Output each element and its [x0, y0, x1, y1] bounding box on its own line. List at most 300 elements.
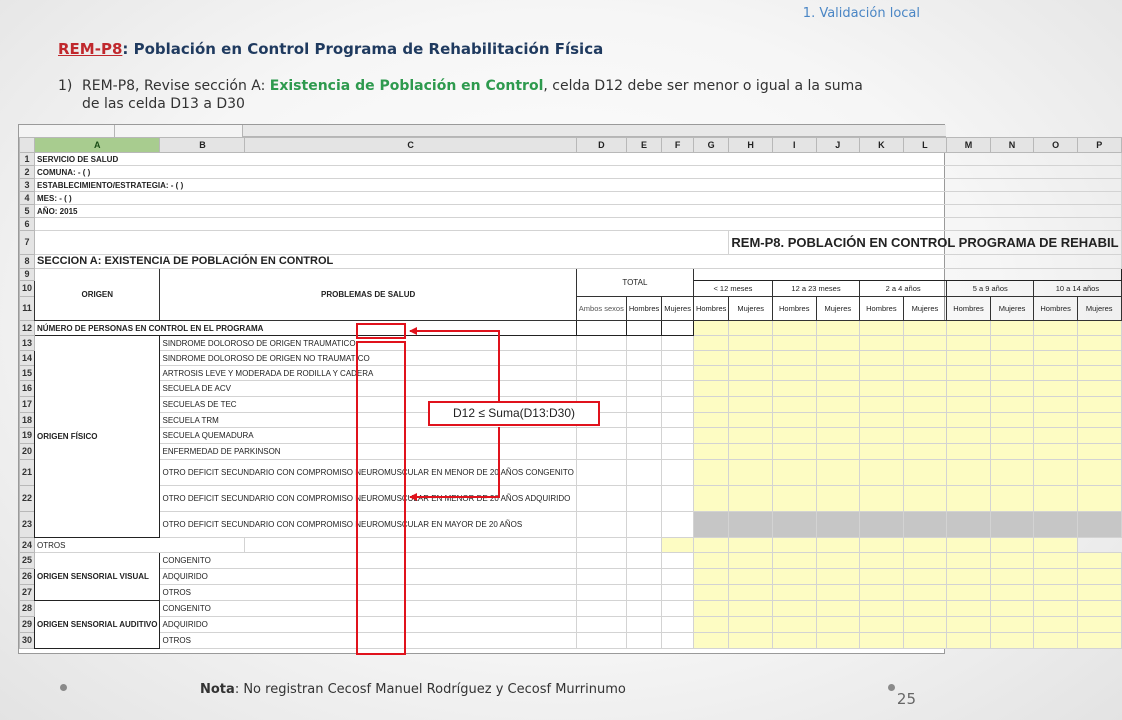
problem-cell[interactable]: OTRO DEFICIT SECUNDARIO CON COMPROMISO NEUROMUSCULAR EN MAYOR DE 20 AÑOS [160, 512, 576, 538]
header-mujeres[interactable]: Mujeres [990, 297, 1034, 321]
header-age-4[interactable]: 5 a 9 años [947, 281, 1034, 297]
data-cell[interactable] [903, 381, 947, 397]
data-cell[interactable] [729, 444, 773, 460]
data-cell[interactable] [576, 336, 626, 351]
data-cell[interactable] [1034, 336, 1078, 351]
data-cell[interactable] [816, 553, 860, 569]
row-number[interactable]: 13 [20, 336, 35, 351]
data-cell[interactable] [626, 633, 661, 649]
data-cell[interactable] [947, 397, 991, 413]
data-cell[interactable] [729, 413, 773, 428]
data-cell[interactable] [990, 538, 1034, 553]
data-cell[interactable] [1034, 538, 1078, 553]
data-cell[interactable] [772, 633, 816, 649]
data-cell[interactable] [1077, 351, 1121, 366]
row-number[interactable]: 20 [20, 444, 35, 460]
problem-cell[interactable]: SINDROME DOLOROSO DE ORIGEN TRAUMATICO [160, 336, 576, 351]
header-origen[interactable]: ORIGEN [35, 269, 160, 321]
data-cell[interactable] [1034, 428, 1078, 444]
header-age-5[interactable]: 10 a 14 años [1034, 281, 1121, 297]
data-cell[interactable] [860, 460, 904, 486]
data-cell[interactable] [626, 538, 661, 553]
data-cell[interactable] [947, 553, 991, 569]
data-cell[interactable] [903, 366, 947, 381]
problem-cell[interactable]: SECUELA DE ACV [160, 381, 576, 397]
info-establecimiento[interactable]: ESTABLECIMIENTO/ESTRATEGIA: - ( ) [35, 179, 1122, 192]
cell-d12[interactable] [576, 321, 626, 336]
header-mujeres[interactable]: Mujeres [903, 297, 947, 321]
problem-cell[interactable]: OTRO DEFICIT SECUNDARIO CON COMPROMISO NEUROMUSCULAR EN MENOR DE 20 AÑOS CONGENITO [160, 460, 576, 486]
row-number[interactable]: 15 [20, 366, 35, 381]
data-cell[interactable] [860, 601, 904, 617]
data-cell[interactable] [860, 366, 904, 381]
data-cell[interactable] [903, 413, 947, 428]
data-cell[interactable] [903, 460, 947, 486]
data-cell[interactable] [816, 321, 860, 336]
data-cell[interactable] [1034, 633, 1078, 649]
data-cell[interactable] [772, 428, 816, 444]
data-cell[interactable] [990, 460, 1034, 486]
data-cell[interactable] [662, 397, 694, 413]
data-cell[interactable] [990, 321, 1034, 336]
data-cell[interactable] [662, 381, 694, 397]
data-cell[interactable] [816, 366, 860, 381]
header-mujeres[interactable]: Mujeres [662, 297, 694, 321]
data-cell[interactable] [729, 397, 773, 413]
data-cell[interactable] [947, 336, 991, 351]
data-cell[interactable] [1034, 569, 1078, 585]
data-cell[interactable] [1034, 397, 1078, 413]
info-service[interactable]: SERVICIO DE SALUD [35, 153, 1122, 166]
data-cell[interactable] [772, 413, 816, 428]
column-header-o[interactable]: O [1034, 138, 1078, 153]
data-cell[interactable] [816, 460, 860, 486]
data-cell[interactable] [903, 585, 947, 601]
header-age-band[interactable] [693, 269, 1121, 281]
info-comuna[interactable]: COMUNA: - ( ) [35, 166, 1122, 179]
data-cell[interactable] [626, 336, 661, 351]
data-cell[interactable] [693, 512, 728, 538]
data-cell[interactable] [860, 585, 904, 601]
column-header-l[interactable]: L [903, 138, 947, 153]
data-cell[interactable] [1077, 585, 1121, 601]
data-cell[interactable] [662, 601, 694, 617]
data-cell[interactable] [693, 553, 728, 569]
data-cell[interactable] [816, 601, 860, 617]
select-all-corner[interactable] [20, 138, 35, 153]
data-cell[interactable] [947, 512, 991, 538]
data-cell[interactable] [576, 585, 626, 601]
data-cell[interactable] [816, 512, 860, 538]
data-cell[interactable] [1077, 413, 1121, 428]
data-cell[interactable] [662, 351, 694, 366]
data-cell[interactable] [1077, 601, 1121, 617]
data-cell[interactable] [1034, 366, 1078, 381]
data-cell[interactable] [772, 381, 816, 397]
problem-cell[interactable]: SECUELAS DE TEC [160, 397, 576, 413]
data-cell[interactable] [729, 617, 773, 633]
data-cell[interactable] [693, 321, 728, 336]
data-cell[interactable] [772, 397, 816, 413]
data-cell[interactable] [1077, 321, 1121, 336]
data-cell[interactable] [947, 601, 991, 617]
data-cell[interactable] [860, 351, 904, 366]
data-cell[interactable] [662, 321, 694, 336]
data-cell[interactable] [729, 553, 773, 569]
problem-cell[interactable]: CONGENITO [160, 553, 576, 569]
data-cell[interactable] [1077, 569, 1121, 585]
data-cell[interactable] [1077, 486, 1121, 512]
data-cell[interactable] [990, 633, 1034, 649]
data-cell[interactable] [772, 569, 816, 585]
data-cell[interactable] [903, 321, 947, 336]
data-cell[interactable] [860, 512, 904, 538]
row-number[interactable]: 24 [20, 538, 35, 553]
data-cell[interactable] [772, 538, 816, 553]
row-number[interactable]: 14 [20, 351, 35, 366]
problem-cell[interactable]: SECUELA QUEMADURA [160, 428, 576, 444]
data-cell[interactable] [1034, 585, 1078, 601]
column-header-g[interactable]: G [693, 138, 728, 153]
data-cell[interactable] [1034, 413, 1078, 428]
data-cell[interactable] [860, 617, 904, 633]
data-cell[interactable] [990, 381, 1034, 397]
data-cell[interactable] [576, 553, 626, 569]
data-cell[interactable] [1077, 381, 1121, 397]
data-cell[interactable] [576, 351, 626, 366]
data-cell[interactable] [245, 538, 576, 553]
problem-cell[interactable]: SINDROME DOLOROSO DE ORIGEN NO TRAUMATICO [160, 351, 576, 366]
data-cell[interactable] [729, 336, 773, 351]
row-number[interactable]: 17 [20, 397, 35, 413]
sheet-tab[interactable] [115, 125, 243, 137]
data-cell[interactable] [576, 444, 626, 460]
data-cell[interactable] [626, 512, 661, 538]
data-cell[interactable] [576, 512, 626, 538]
data-cell[interactable] [816, 397, 860, 413]
data-cell[interactable] [576, 617, 626, 633]
data-cell[interactable] [816, 413, 860, 428]
data-cell[interactable] [662, 617, 694, 633]
data-cell[interactable] [693, 617, 728, 633]
data-cell[interactable] [729, 366, 773, 381]
data-cell[interactable] [772, 321, 816, 336]
row-number[interactable]: 27 [20, 585, 35, 601]
data-cell[interactable] [816, 633, 860, 649]
data-cell[interactable] [772, 444, 816, 460]
column-header-c[interactable]: C [245, 138, 576, 153]
header-problemas[interactable]: PROBLEMAS DE SALUD [160, 269, 576, 321]
data-cell[interactable] [772, 585, 816, 601]
column-header-m[interactable]: M [947, 138, 991, 153]
data-cell[interactable] [729, 569, 773, 585]
data-cell[interactable] [626, 366, 661, 381]
data-cell[interactable] [626, 553, 661, 569]
data-cell[interactable] [816, 569, 860, 585]
header-mujeres[interactable]: Mujeres [816, 297, 860, 321]
header-hombres[interactable]: Hombres [626, 297, 661, 321]
data-cell[interactable] [947, 413, 991, 428]
data-cell[interactable] [816, 381, 860, 397]
row-number[interactable]: 29 [20, 617, 35, 633]
data-cell[interactable] [626, 601, 661, 617]
data-cell[interactable] [1077, 336, 1121, 351]
row-number[interactable]: 22 [20, 486, 35, 512]
row-number[interactable]: 21 [20, 460, 35, 486]
data-cell[interactable] [990, 351, 1034, 366]
data-cell[interactable] [626, 321, 661, 336]
data-cell[interactable] [1077, 460, 1121, 486]
data-cell[interactable] [947, 585, 991, 601]
data-cell[interactable] [1034, 444, 1078, 460]
problem-cell[interactable]: ARTROSIS LEVE Y MODERADA DE RODILLA Y CADERA [160, 366, 576, 381]
data-cell[interactable] [729, 512, 773, 538]
data-cell[interactable] [947, 617, 991, 633]
data-cell[interactable] [729, 351, 773, 366]
row-number[interactable]: 9 [20, 269, 35, 281]
data-cell[interactable] [1034, 381, 1078, 397]
data-cell[interactable] [693, 428, 728, 444]
row-number[interactable]: 2 [20, 166, 35, 179]
data-cell[interactable] [576, 538, 626, 553]
info-mes[interactable]: MES: - ( ) [35, 192, 1122, 205]
data-cell[interactable] [729, 460, 773, 486]
row-number[interactable]: 18 [20, 413, 35, 428]
data-cell[interactable] [860, 413, 904, 428]
data-cell[interactable] [990, 336, 1034, 351]
data-cell[interactable] [860, 486, 904, 512]
row-number[interactable]: 6 [20, 218, 35, 231]
data-cell[interactable] [693, 336, 728, 351]
row-number[interactable]: 19 [20, 428, 35, 444]
data-cell[interactable] [662, 428, 694, 444]
data-cell[interactable] [947, 381, 991, 397]
data-cell[interactable] [772, 336, 816, 351]
data-cell[interactable] [693, 486, 728, 512]
data-cell[interactable] [626, 381, 661, 397]
problem-cell[interactable]: CONGENITO [160, 601, 576, 617]
data-cell[interactable] [860, 633, 904, 649]
row-number[interactable]: 1 [20, 153, 35, 166]
data-cell[interactable] [772, 366, 816, 381]
row-number[interactable]: 4 [20, 192, 35, 205]
data-cell[interactable] [947, 633, 991, 649]
data-cell[interactable] [816, 351, 860, 366]
data-cell[interactable] [990, 366, 1034, 381]
data-cell[interactable] [990, 617, 1034, 633]
data-cell[interactable] [626, 413, 661, 428]
problem-cell[interactable]: SECUELA TRM [160, 413, 576, 428]
data-cell[interactable] [662, 512, 694, 538]
row-number[interactable]: 26 [20, 569, 35, 585]
data-cell[interactable] [1077, 512, 1121, 538]
data-cell[interactable] [816, 336, 860, 351]
data-cell[interactable] [626, 617, 661, 633]
data-cell[interactable] [903, 617, 947, 633]
row-number[interactable]: 5 [20, 205, 35, 218]
column-header-i[interactable]: I [772, 138, 816, 153]
row-number[interactable]: 16 [20, 381, 35, 397]
data-cell[interactable] [990, 486, 1034, 512]
data-cell[interactable] [1077, 366, 1121, 381]
data-cell[interactable] [947, 321, 991, 336]
data-cell[interactable] [990, 601, 1034, 617]
data-cell[interactable] [947, 428, 991, 444]
data-cell[interactable] [772, 553, 816, 569]
data-cell[interactable] [626, 428, 661, 444]
blank-row[interactable] [35, 218, 1122, 231]
row-number[interactable]: 23 [20, 512, 35, 538]
header-ambos-sexos[interactable]: Ambos sexos [576, 297, 626, 321]
column-header-b[interactable]: B [160, 138, 245, 153]
data-cell[interactable] [662, 585, 694, 601]
column-header-h[interactable]: H [729, 138, 773, 153]
data-cell[interactable] [772, 601, 816, 617]
section-a-title[interactable]: SECCION A: EXISTENCIA DE POBLACIÓN EN CONTROL [35, 255, 1122, 269]
data-cell[interactable] [903, 512, 947, 538]
header-total[interactable]: TOTAL [576, 269, 693, 297]
data-cell[interactable] [1077, 553, 1121, 569]
problem-cell[interactable]: OTRO DEFICIT SECUNDARIO CON COMPROMISO NEUROMUSCULAR EN MENOR DE 20 AÑOS ADQUIRIDO [160, 486, 576, 512]
column-header-p[interactable]: P [1077, 138, 1121, 153]
data-cell[interactable] [729, 321, 773, 336]
data-cell[interactable] [693, 460, 728, 486]
row-number[interactable]: 8 [20, 255, 35, 269]
blank-cell[interactable] [35, 231, 729, 255]
data-cell[interactable] [626, 460, 661, 486]
origin-fisico[interactable]: ORIGEN FÍSICO [35, 336, 160, 538]
data-cell[interactable] [662, 460, 694, 486]
data-cell[interactable] [626, 444, 661, 460]
data-cell[interactable] [947, 538, 991, 553]
data-cell[interactable] [626, 351, 661, 366]
data-cell[interactable] [903, 633, 947, 649]
data-cell[interactable] [729, 585, 773, 601]
data-cell[interactable] [693, 366, 728, 381]
data-cell[interactable] [860, 569, 904, 585]
data-cell[interactable] [860, 321, 904, 336]
column-header-e[interactable]: E [626, 138, 661, 153]
data-cell[interactable] [626, 585, 661, 601]
data-cell[interactable] [903, 444, 947, 460]
data-cell[interactable] [729, 633, 773, 649]
data-cell[interactable] [947, 366, 991, 381]
row-number[interactable]: 3 [20, 179, 35, 192]
data-cell[interactable] [903, 486, 947, 512]
header-age-1[interactable]: < 12 meses [693, 281, 772, 297]
column-header-k[interactable]: K [860, 138, 904, 153]
data-cell[interactable] [772, 617, 816, 633]
data-cell[interactable] [693, 569, 728, 585]
data-cell[interactable] [947, 351, 991, 366]
row-number[interactable]: 10 [20, 281, 35, 297]
data-cell[interactable] [772, 512, 816, 538]
data-cell[interactable] [662, 366, 694, 381]
row-number[interactable]: 7 [20, 231, 35, 255]
data-cell[interactable] [1077, 617, 1121, 633]
data-cell[interactable] [860, 553, 904, 569]
data-cell[interactable] [662, 569, 694, 585]
info-ano[interactable]: AÑO: 2015 [35, 205, 1122, 218]
header-mujeres[interactable]: Mujeres [1077, 297, 1121, 321]
data-cell[interactable] [903, 351, 947, 366]
data-cell[interactable] [693, 397, 728, 413]
data-cell[interactable] [693, 585, 728, 601]
data-cell[interactable] [662, 486, 694, 512]
sheet-tab[interactable] [19, 125, 115, 137]
data-cell[interactable] [860, 538, 904, 553]
data-cell[interactable] [576, 633, 626, 649]
data-cell[interactable] [903, 336, 947, 351]
data-cell[interactable] [576, 460, 626, 486]
problem-cell[interactable]: ADQUIRIDO [160, 617, 576, 633]
header-age-2[interactable]: 12 a 23 meses [772, 281, 859, 297]
data-cell[interactable] [576, 381, 626, 397]
data-cell[interactable] [662, 413, 694, 428]
data-cell[interactable] [729, 486, 773, 512]
data-cell[interactable] [1077, 397, 1121, 413]
data-cell[interactable] [860, 444, 904, 460]
data-cell[interactable] [816, 617, 860, 633]
data-cell[interactable] [576, 569, 626, 585]
data-cell[interactable] [576, 366, 626, 381]
data-cell[interactable] [860, 428, 904, 444]
data-cell[interactable] [947, 569, 991, 585]
data-cell[interactable] [990, 397, 1034, 413]
data-cell[interactable] [729, 538, 773, 553]
data-cell[interactable] [693, 601, 728, 617]
problem-cell[interactable]: OTROS [160, 585, 576, 601]
data-cell[interactable] [947, 444, 991, 460]
row-number[interactable]: 30 [20, 633, 35, 649]
data-cell[interactable] [729, 381, 773, 397]
column-header-f[interactable]: F [662, 138, 694, 153]
row-number[interactable]: 28 [20, 601, 35, 617]
data-cell[interactable] [693, 381, 728, 397]
header-hombres[interactable]: Hombres [860, 297, 904, 321]
data-cell[interactable] [772, 351, 816, 366]
problem-cell[interactable]: ENFERMEDAD DE PARKINSON [160, 444, 576, 460]
data-cell[interactable] [816, 444, 860, 460]
data-cell[interactable] [816, 486, 860, 512]
data-cell[interactable] [860, 381, 904, 397]
data-cell[interactable] [947, 460, 991, 486]
data-cell[interactable] [990, 444, 1034, 460]
data-cell[interactable] [1077, 633, 1121, 649]
data-cell[interactable] [1034, 617, 1078, 633]
row-number[interactable]: 12 [20, 321, 35, 336]
row-number[interactable]: 11 [20, 297, 35, 321]
data-cell[interactable] [1034, 553, 1078, 569]
data-cell[interactable] [990, 512, 1034, 538]
header-mujeres[interactable]: Mujeres [729, 297, 773, 321]
data-cell[interactable] [576, 428, 626, 444]
data-cell[interactable] [576, 486, 626, 512]
data-cell[interactable] [947, 486, 991, 512]
data-cell[interactable] [626, 569, 661, 585]
data-cell[interactable] [729, 601, 773, 617]
data-cell[interactable] [990, 553, 1034, 569]
data-cell[interactable] [990, 569, 1034, 585]
data-cell[interactable] [816, 538, 860, 553]
origin-visual[interactable]: ORIGEN SENSORIAL VISUAL [35, 553, 160, 601]
header-hombres[interactable]: Hombres [772, 297, 816, 321]
data-cell[interactable] [1034, 512, 1078, 538]
column-header-a[interactable]: A [35, 138, 160, 153]
column-header-d[interactable]: D [576, 138, 626, 153]
data-cell[interactable] [990, 585, 1034, 601]
data-cell[interactable] [626, 486, 661, 512]
